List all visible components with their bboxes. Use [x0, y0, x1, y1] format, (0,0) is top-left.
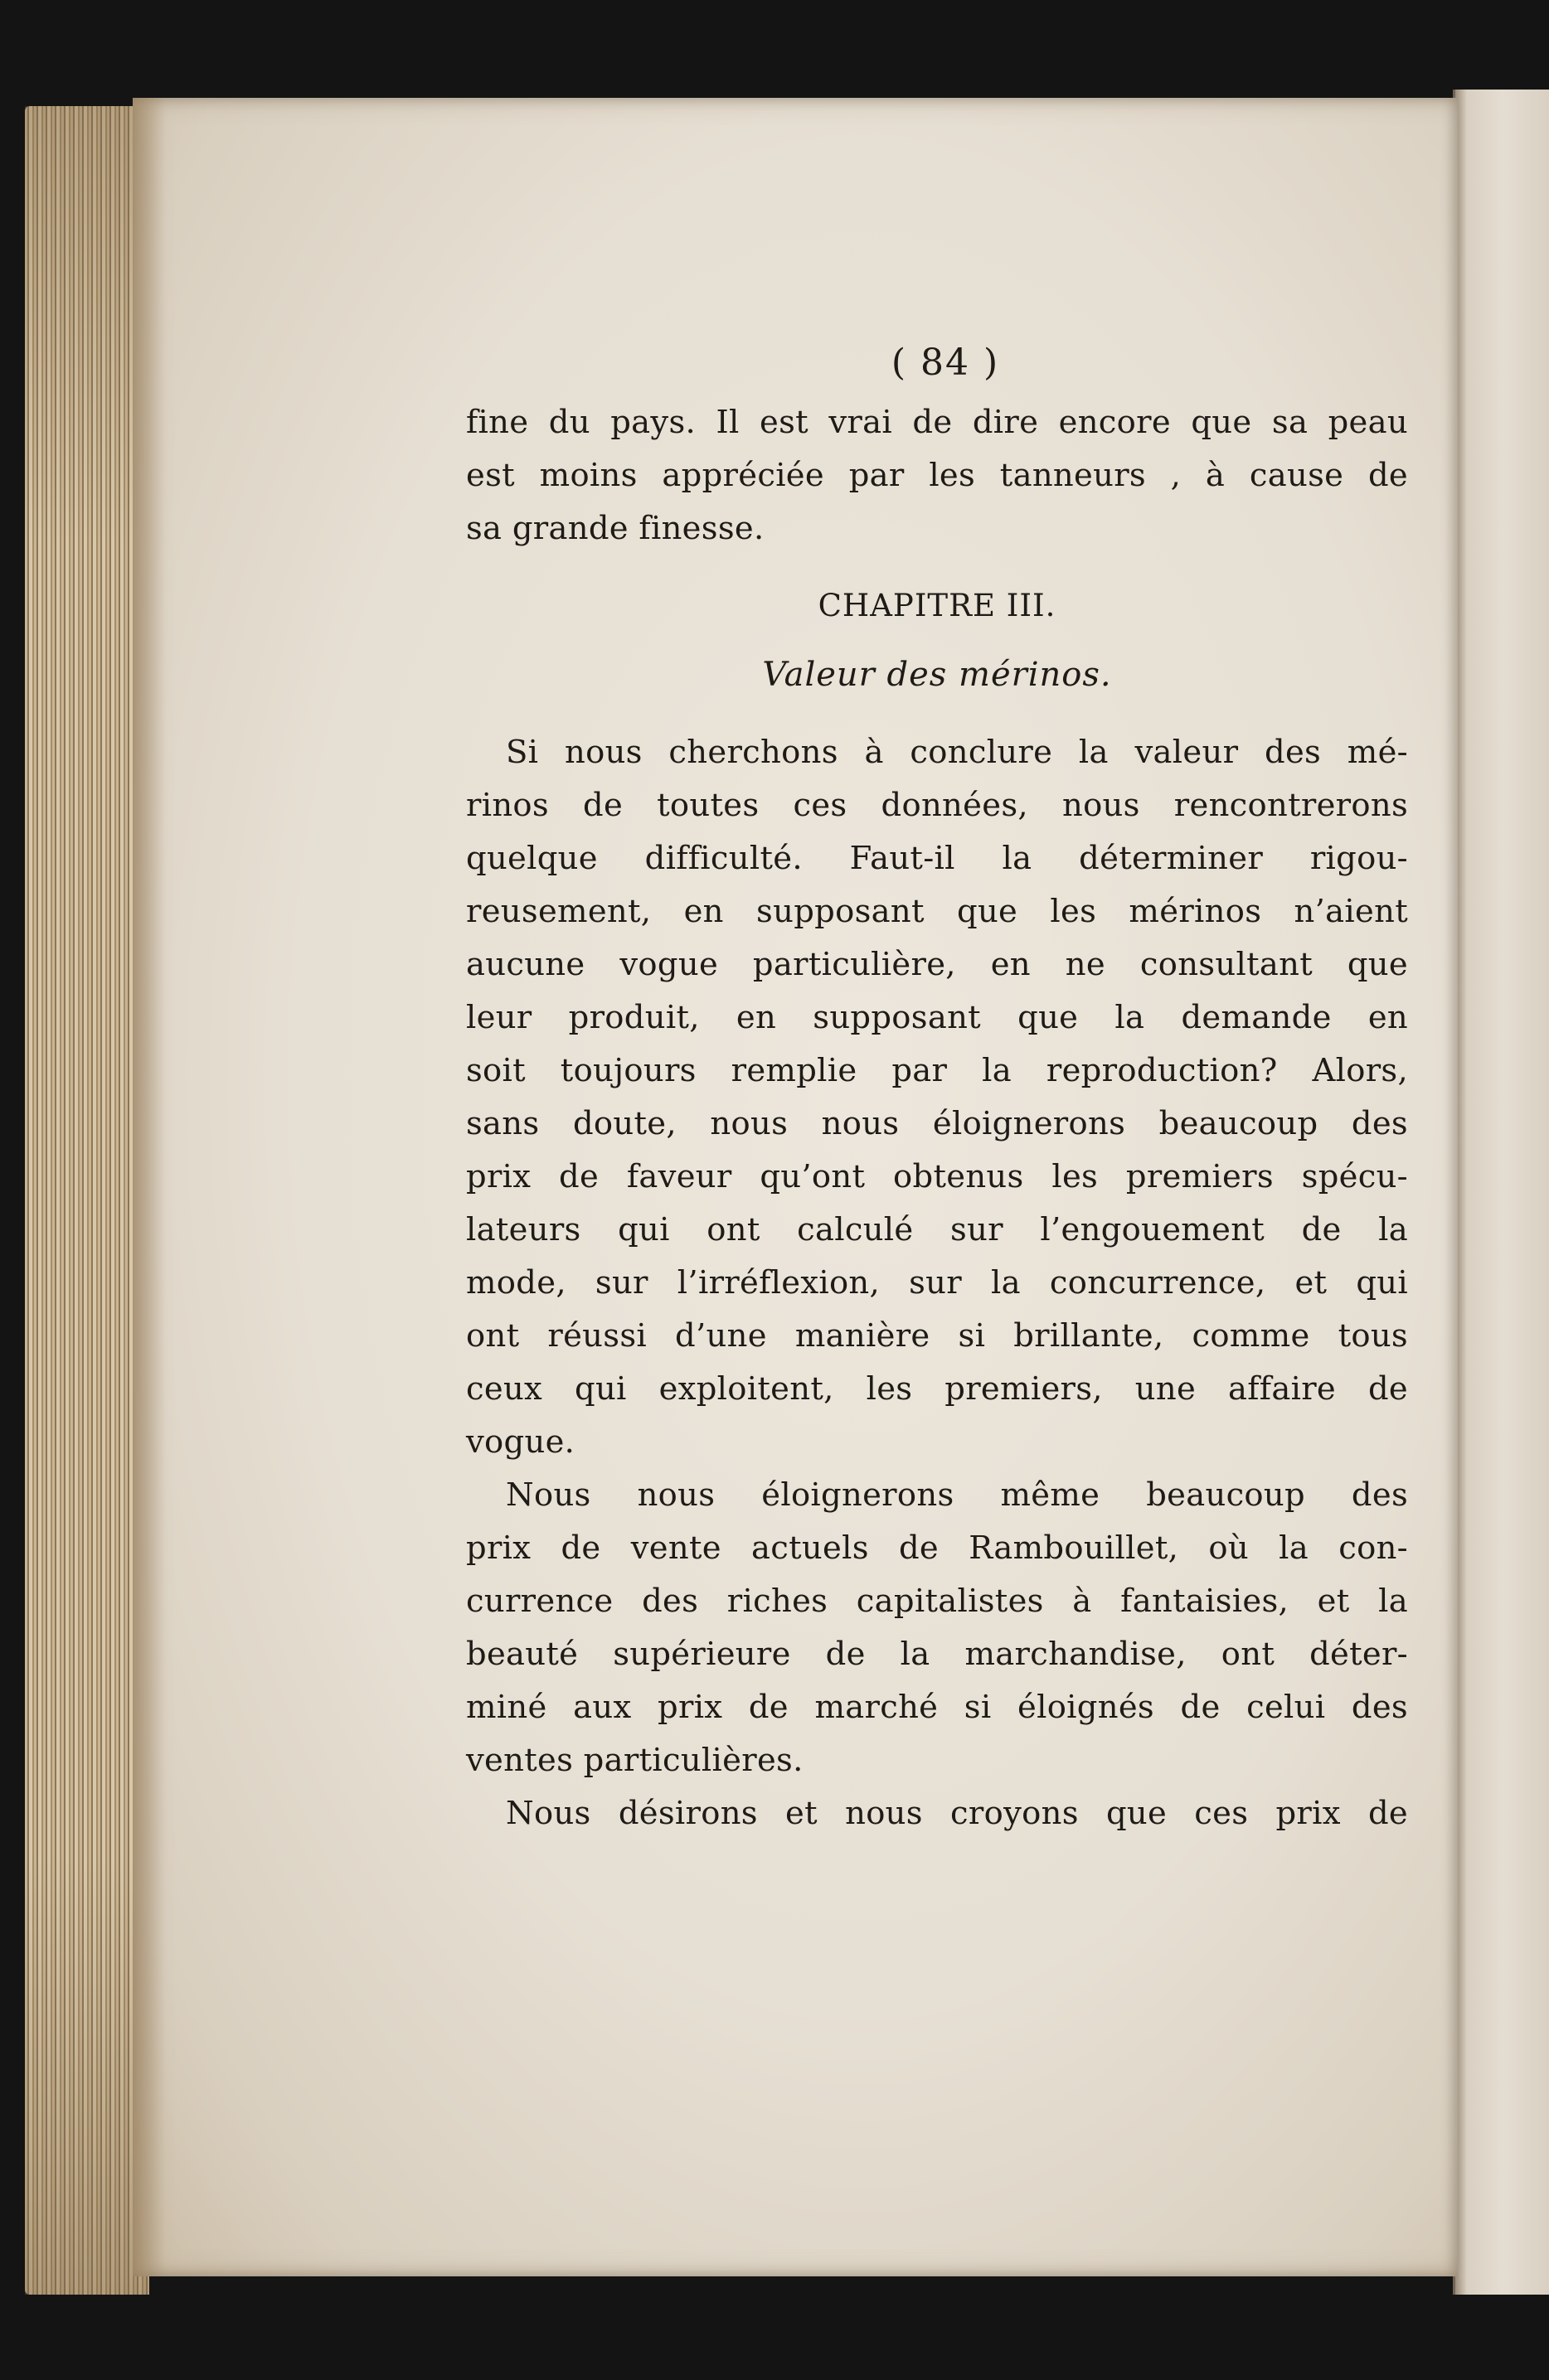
- text-line: ceux qui exploitent, les premiers, une affaire de: [466, 1370, 1408, 1408]
- adjacent-page-edge: [1453, 90, 1549, 2295]
- book-page: [133, 98, 1458, 2276]
- text-line: Nous désirons et nous croyons que ces prix de: [506, 1795, 1408, 1832]
- page-number: ( 84 ): [891, 342, 1000, 384]
- text-line: est moins appréciée par les tanneurs , à cause de: [466, 457, 1408, 494]
- text-line: quelque difficulté. Faut-il la déterminer rigou-: [466, 840, 1408, 877]
- text-line: ont réussi d’une manière si brillante, comme tous: [466, 1317, 1408, 1355]
- text-line: prix de faveur qu’ont obtenus les premiers spécu-: [466, 1158, 1408, 1195]
- text-line: beauté supérieure de la marchandise, ont déter-: [466, 1636, 1408, 1673]
- text-line: miné aux prix de marché si éloignés de celui des: [466, 1689, 1408, 1726]
- text-line: fine du pays. Il est vrai de dire encore que sa peau: [466, 404, 1408, 441]
- section-title: Valeur des mérinos.: [762, 656, 1112, 694]
- text-line: reusement, en supposant que les mérinos n’aient: [466, 893, 1408, 930]
- text-line: sa grande finesse.: [466, 510, 765, 547]
- text-line: Nous nous éloignerons même beaucoup des: [506, 1476, 1408, 1514]
- text-line: currence des riches capitalistes à fantaisies, et la: [466, 1583, 1408, 1620]
- text-line: mode, sur l’irréflexion, sur la concurrence, et qui: [466, 1264, 1408, 1301]
- page-text: [466, 330, 1408, 1840]
- text-line: Si nous cherchons à conclure la valeur des mé-: [506, 734, 1408, 771]
- text-line: prix de vente actuels de Rambouillet, où la con-: [466, 1529, 1408, 1567]
- text-line: rinos de toutes ces données, nous rencontrerons: [466, 787, 1408, 824]
- paragraph-1: [466, 726, 1408, 1469]
- text-line: sans doute, nous nous éloignerons beaucoup des: [466, 1105, 1408, 1142]
- paragraph-2: [466, 1469, 1408, 1787]
- text-line: soit toujours remplie par la reproduction? Alors,: [466, 1052, 1408, 1089]
- page-stack-edges: [25, 106, 149, 2295]
- text-line: vogue.: [466, 1423, 575, 1461]
- text-line: leur produit, en supposant que la demande en: [466, 999, 1408, 1036]
- text-line: aucune vogue particulière, en ne consultant que: [466, 946, 1408, 983]
- paragraph-3: [466, 1787, 1408, 1840]
- text-line: ventes particulières.: [466, 1742, 804, 1779]
- text-line: lateurs qui ont calculé sur l’engouement de la: [466, 1211, 1408, 1248]
- chapter-title: CHAPITRE III.: [818, 588, 1056, 623]
